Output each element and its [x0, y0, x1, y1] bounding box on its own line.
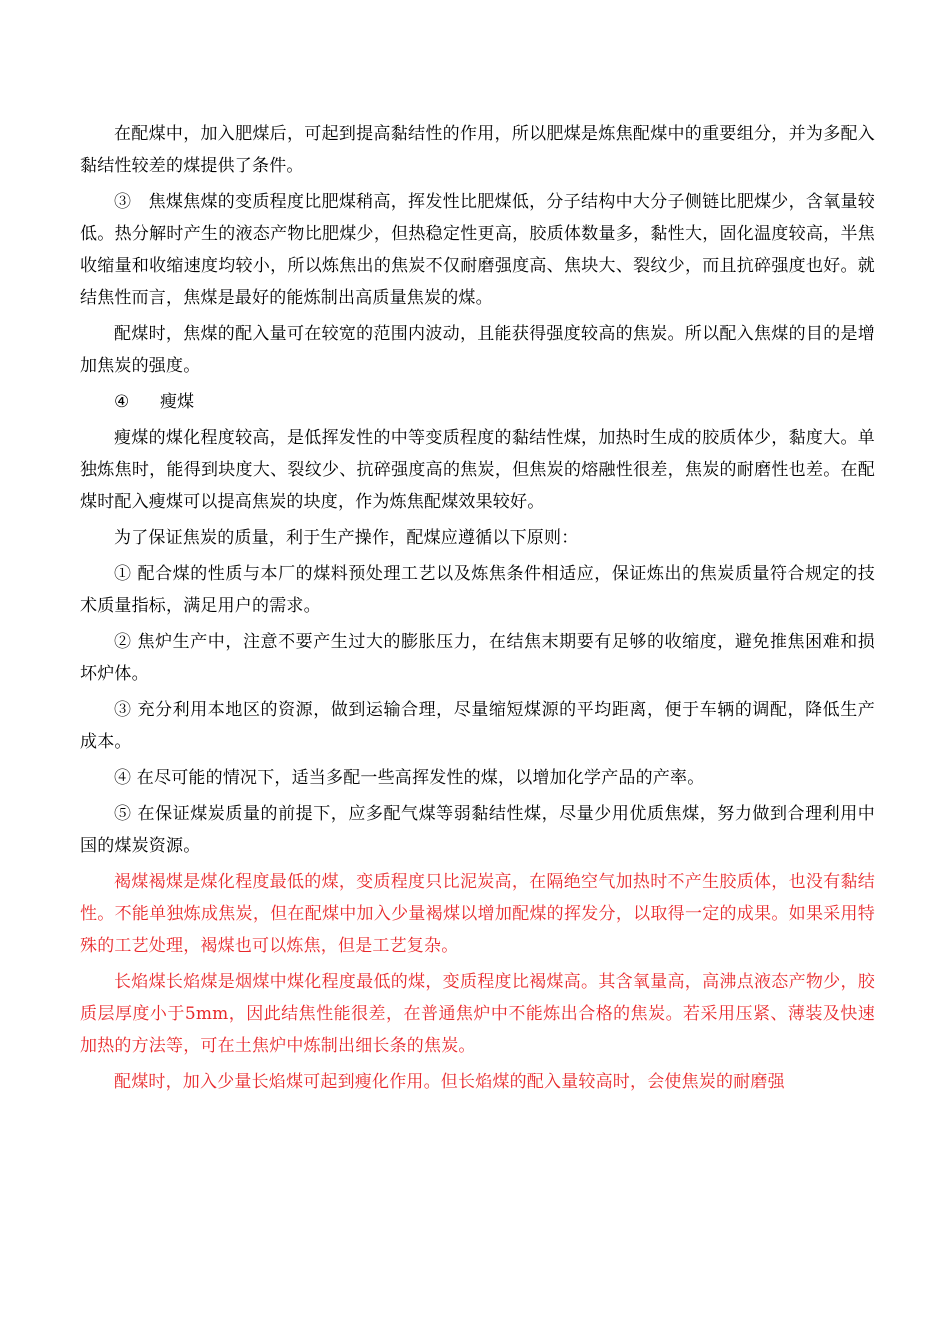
list-item-principle-4: ④ 在尽可能的情况下，适当多配一些高挥发性的煤，以增加化学产品的产率。	[114, 768, 705, 788]
heading-title: 瘦煤	[160, 392, 194, 412]
paragraph-long-flame-blending: 配煤时，加入少量长焰煤可起到瘦化作用。但长焰煤的配入量较高时，会使焦炭的耐磨强	[114, 1072, 785, 1092]
paragraph-coking-coal-blending: 配煤时，焦煤的配入量可在较宽的范围内波动，且能获得强度较高的焦炭。所以配入焦煤的目的是增加焦炭的强度。	[80, 324, 875, 376]
paragraph-lean-coal: 瘦煤的煤化程度较高，是低挥发性的中等变质程度的黏结性煤，加热时生成的胶质体少，黏度大。单独炼焦时，能得到块度大、裂纹少、抗碎强度高的焦炭，但焦炭的熔融性很差，焦炭的耐磨性也差。在配煤时配入瘦煤可以提高焦炭的块度，作为炼焦配煤效果较好。	[80, 428, 875, 512]
list-item-principle-3: ③ 充分利用本地区的资源，做到运输合理，尽量缩短煤源的平均距离，便于车辆的调配，降低生产成本。	[80, 700, 875, 752]
document-page	[80, 118, 875, 1102]
heading-number: ④	[114, 392, 130, 412]
paragraph-fat-coal-role: 在配煤中，加入肥煤后，可起到提高黏结性的作用，所以肥煤是炼焦配煤中的重要组分，并为多配入黏结性较差的煤提供了条件。	[80, 124, 875, 176]
list-item-principle-5: ⑤ 在保证煤炭质量的前提下，应多配气煤等弱黏结性煤，尽量少用优质焦煤，努力做到合理利用中国的煤炭资源。	[80, 804, 875, 856]
paragraph-principles-intro: 为了保证焦炭的质量，利于生产操作，配煤应遵循以下原则：	[114, 528, 579, 548]
list-item-principle-1: ① 配合煤的性质与本厂的煤料预处理工艺以及炼焦条件相适应，保证炼出的焦炭质量符合规定的技术质量指标，满足用户的需求。	[80, 564, 875, 616]
paragraph-lignite: 褐煤褐煤是煤化程度最低的煤，变质程度只比泥炭高，在隔绝空气加热时不产生胶质体，也没有黏结性。不能单独炼成焦炭，但在配煤中加入少量褐煤以增加配煤的挥发分，以取得一定的成果。如果采用特殊的工艺处理，褐煤也可以炼焦，但是工艺复杂。	[80, 872, 875, 956]
heading-lean-coal	[80, 386, 875, 418]
paragraph-long-flame-coal: 长焰煤长焰煤是烟煤中煤化程度最低的煤，变质程度比褐煤高。其含氧量高，高沸点液态产物少，胶质层厚度小于5mm，因此结焦性能很差，在普通焦炉中不能炼出合格的焦炭。若采用压紧、薄装及快速加热的方法等，可在土焦炉中炼制出细长条的焦炭。	[80, 972, 875, 1056]
list-item-principle-2: ② 焦炉生产中，注意不要产生过大的膨胀压力，在结焦末期要有足够的收缩度，避免推焦困难和损坏炉体。	[80, 632, 875, 684]
paragraph-coking-coal: ③ 焦煤焦煤的变质程度比肥煤稍高，挥发性比肥煤低，分子结构中大分子侧链比肥煤少，含氧量较低。热分解时产生的液态产物比肥煤少，但热稳定性更高，胶质体数量多，黏性大，固化温度较高，半焦收缩量和收缩速度均较小，所以炼焦出的焦炭不仅耐磨强度高、焦块大、裂纹少，而且抗碎强度也好。就结焦性而言，焦煤是最好的能炼制出高质量焦炭的煤。	[80, 192, 875, 308]
